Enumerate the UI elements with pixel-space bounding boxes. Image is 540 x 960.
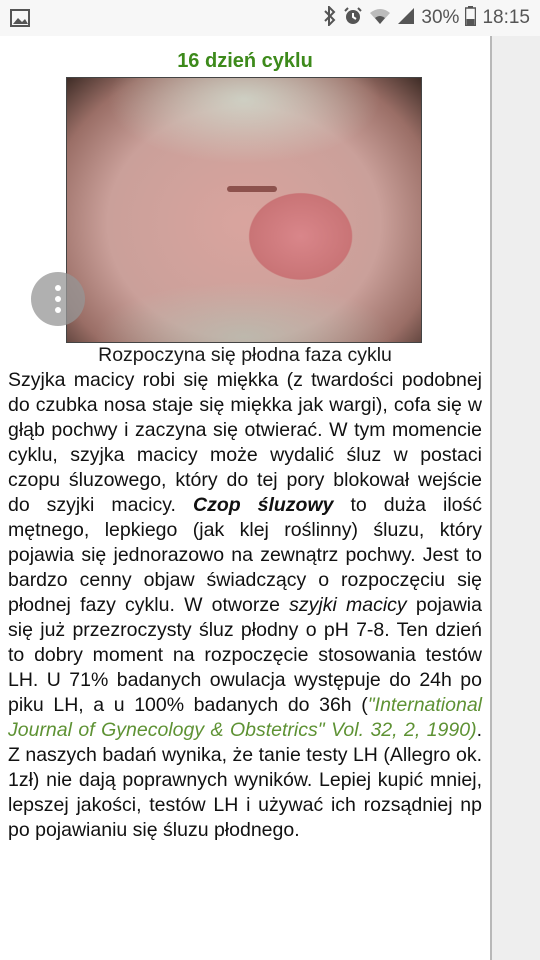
image-notification-icon: [10, 9, 30, 30]
wifi-icon: [369, 7, 391, 28]
bluetooth-icon: [323, 6, 337, 29]
clock: 18:15: [482, 6, 530, 28]
scrollbar[interactable]: [490, 36, 540, 960]
dot: [55, 307, 61, 313]
cervix-photo: [66, 77, 422, 343]
battery-percent: 30%: [421, 6, 460, 28]
photo-caption: Rozpoczyna się płodna faza cyklu: [98, 344, 392, 366]
photo-rim: [67, 78, 421, 342]
page-title: 16 dzień cyklu: [177, 50, 313, 72]
body-text-3: pojawia się już przezroczysty śluz płodny o pH 7-8. Ten dzień to dobry moment na rozpoczęcie stosowania testów LH. U 71% badanych owulacja występuje do 24h po piku LH, a u 100% badanych do 36h (: [8, 594, 482, 716]
status-icons: [323, 6, 530, 29]
dot: [55, 285, 61, 291]
term-szyjki-macicy: szyjki macicy: [289, 594, 407, 616]
more-options-button[interactable]: [31, 272, 85, 326]
citation-link[interactable]: "International Journal of Gynecology & Obstetrics" Vol. 32, 2, 1990): [8, 694, 482, 741]
body-text-2: to duża ilość mętnego, lepkiego (jak klej roślinny) śluzu, który pojawia się jednorazowo na zewnątrz pochwy. Jest to bardzo cenny objaw świadczący o rozpoczęciu się płodnej fazy cyklu. W otworze: [8, 494, 483, 616]
body-text-4: . Z naszych badań wynika, że tanie testy LH (Allegro ok. 1zł) nie dają poprawnych wyników. Lepiej kupić mniej, lepszej jakości, testów LH i używać ich rozsądniej np po pojawianiu się śluzu płodnego.: [8, 719, 482, 841]
term-czop-sluzowy: Czop śluzowy: [192, 494, 334, 516]
article-body: [8, 368, 482, 843]
battery-icon: [465, 6, 476, 29]
dot: [55, 296, 61, 302]
status-bar: [0, 0, 540, 36]
body-text-1: Szyjka macicy robi się miękka (z twardości podobnej do czubka nosa staje się miękka jak wargi), cofa się w głąb pochwy i zaczyna się otwierać. W tym momencie cyklu, szyjka macicy może wydalić śluz w postaci czopu śluzowego, który do tej pory blokował wejście do szyjki macicy.: [8, 369, 482, 516]
signal-icon: [397, 7, 415, 28]
alarm-icon: [343, 6, 363, 29]
photo-detail: [227, 186, 277, 192]
